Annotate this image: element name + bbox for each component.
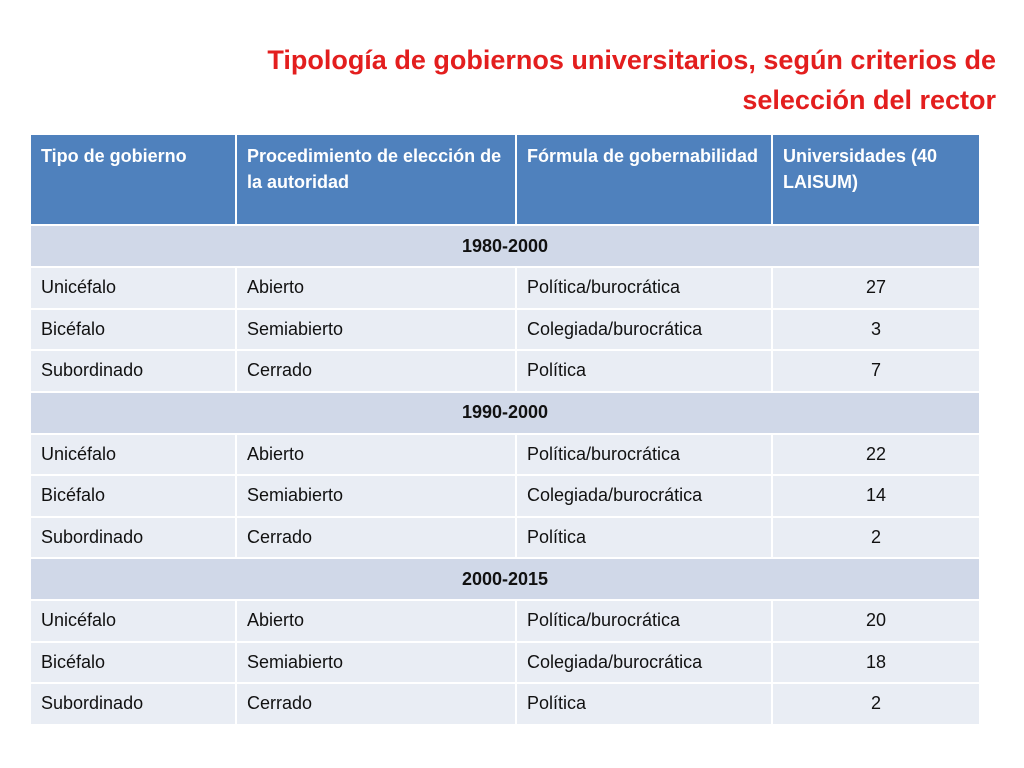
cell-procedimiento: Abierto	[236, 600, 516, 642]
header-procedimiento: Procedimiento de elección de la autoridad	[236, 134, 516, 225]
cell-tipo: Subordinado	[30, 517, 236, 559]
cell-tipo: Bicéfalo	[30, 309, 236, 351]
cell-procedimiento: Semiabierto	[236, 309, 516, 351]
table-row	[30, 434, 980, 476]
header-universidades: Universidades (40 LAISUM)	[772, 134, 980, 225]
cell-universidades: 18	[772, 642, 980, 684]
cell-tipo: Subordinado	[30, 683, 236, 725]
table-row	[30, 475, 980, 517]
cell-procedimiento: Abierto	[236, 434, 516, 476]
cell-universidades: 7	[772, 350, 980, 392]
period-row	[30, 225, 980, 267]
cell-universidades: 2	[772, 517, 980, 559]
cell-universidades: 2	[772, 683, 980, 725]
cell-procedimiento: Abierto	[236, 267, 516, 309]
cell-formula: Política	[516, 517, 772, 559]
period-label: 1990-2000	[30, 392, 980, 434]
cell-tipo: Unicéfalo	[30, 434, 236, 476]
cell-formula: Colegiada/burocrática	[516, 309, 772, 351]
governance-table	[29, 133, 981, 726]
cell-formula: Política/burocrática	[516, 600, 772, 642]
cell-procedimiento: Cerrado	[236, 350, 516, 392]
slide-title	[96, 40, 996, 120]
cell-formula: Colegiada/burocrática	[516, 642, 772, 684]
header-formula: Fórmula de gobernabilidad	[516, 134, 772, 225]
period-label: 2000-2015	[30, 558, 980, 600]
cell-universidades: 27	[772, 267, 980, 309]
cell-tipo: Unicéfalo	[30, 267, 236, 309]
slide-title-line-2: selección del rector	[742, 85, 996, 115]
cell-procedimiento: Cerrado	[236, 517, 516, 559]
cell-universidades: 14	[772, 475, 980, 517]
table-row	[30, 642, 980, 684]
cell-tipo: Unicéfalo	[30, 600, 236, 642]
table-row	[30, 350, 980, 392]
cell-procedimiento: Cerrado	[236, 683, 516, 725]
cell-formula: Colegiada/burocrática	[516, 475, 772, 517]
period-row	[30, 558, 980, 600]
cell-universidades: 22	[772, 434, 980, 476]
table-row	[30, 267, 980, 309]
cell-tipo: Subordinado	[30, 350, 236, 392]
cell-universidades: 20	[772, 600, 980, 642]
cell-procedimiento: Semiabierto	[236, 475, 516, 517]
cell-formula: Política/burocrática	[516, 267, 772, 309]
slide-title-line-1: Tipología de gobiernos universitarios, según criterios de	[267, 45, 996, 75]
cell-formula: Política	[516, 683, 772, 725]
period-label: 1980-2000	[30, 225, 980, 267]
cell-formula: Política/burocrática	[516, 434, 772, 476]
table-row	[30, 517, 980, 559]
table-row	[30, 309, 980, 351]
cell-formula: Política	[516, 350, 772, 392]
cell-tipo: Bicéfalo	[30, 475, 236, 517]
cell-universidades: 3	[772, 309, 980, 351]
cell-tipo: Bicéfalo	[30, 642, 236, 684]
table-row	[30, 600, 980, 642]
table-row	[30, 683, 980, 725]
header-tipo-de-gobierno: Tipo de gobierno	[30, 134, 236, 225]
cell-procedimiento: Semiabierto	[236, 642, 516, 684]
table-header-row	[30, 134, 980, 225]
period-row	[30, 392, 980, 434]
